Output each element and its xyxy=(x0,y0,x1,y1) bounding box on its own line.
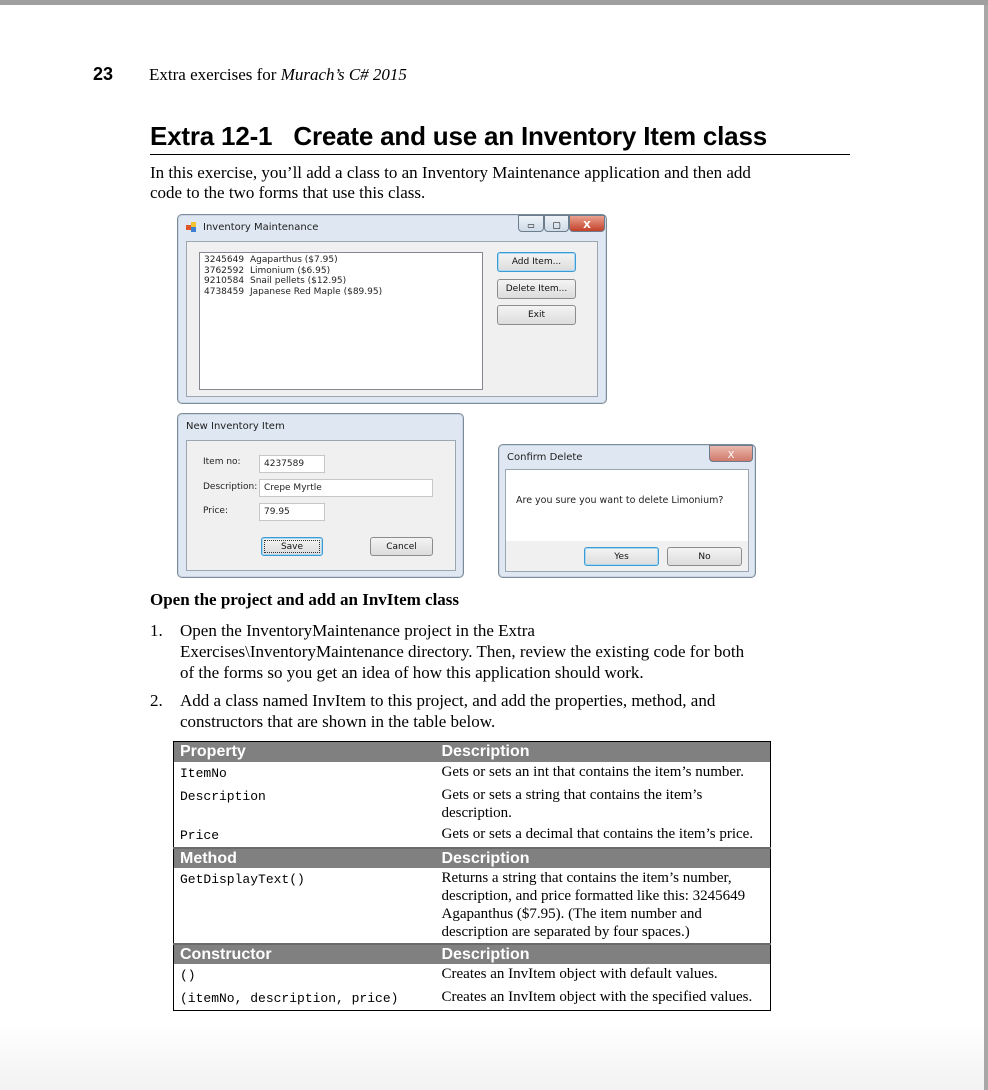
column-header: Method xyxy=(174,848,436,868)
member-name: (itemNo, description, price) xyxy=(180,990,399,1006)
yes-button[interactable]: Yes xyxy=(584,547,659,566)
member-description: Returns a string that contains the item’s number, description, and price formatted like this: 3245649 Agapanthus ($7.95). (The item number and description are separated by four spaces.) xyxy=(441,869,760,940)
column-header: Description xyxy=(436,944,771,964)
window-title: Inventory Maintenance xyxy=(203,221,319,233)
inventory-listbox[interactable] xyxy=(199,252,483,390)
window-titlebar xyxy=(178,414,463,438)
window-client-area xyxy=(186,241,598,397)
column-header: Constructor xyxy=(174,944,436,964)
item-description: Agaparthus ($7.95) xyxy=(250,255,338,265)
column-header: Description xyxy=(436,848,771,868)
new-inventory-item-window xyxy=(177,413,464,578)
app-icon xyxy=(186,222,197,233)
maximize-icon: ▢ xyxy=(552,221,561,231)
exercise-title: Extra 12-1 Create and use an Inventory Item class xyxy=(150,121,850,155)
close-icon: X xyxy=(727,450,735,461)
table-row xyxy=(174,824,771,848)
price-input[interactable]: 79.95 xyxy=(259,503,325,521)
book-title: Murach’s C# 2015 xyxy=(280,65,407,84)
table-row xyxy=(174,868,771,944)
close-button[interactable] xyxy=(569,215,605,232)
viewer-scrollbar[interactable] xyxy=(984,5,988,1090)
minimize-button[interactable] xyxy=(518,215,544,232)
list-item[interactable] xyxy=(204,287,478,298)
table-header-row xyxy=(174,848,771,868)
step-1 xyxy=(150,620,760,683)
member-description: Gets or sets a string that contains the item’s description. xyxy=(441,786,703,821)
confirm-delete-dialog xyxy=(498,444,756,578)
member-name: Price xyxy=(180,827,220,843)
item-description: Snail pellets ($12.95) xyxy=(250,276,347,286)
member-name: ItemNo xyxy=(180,765,227,781)
table-row xyxy=(174,785,771,824)
step-number: 1. xyxy=(150,621,163,640)
member-name: Description xyxy=(180,788,266,804)
minimize-icon: ▭ xyxy=(527,221,535,230)
step-2 xyxy=(150,690,760,732)
item-description: Japanese Red Maple ($89.95) xyxy=(250,286,383,297)
list-item[interactable] xyxy=(204,266,478,277)
table-header-row xyxy=(174,944,771,964)
window-client-area xyxy=(186,440,456,571)
class-members-table xyxy=(173,741,771,1011)
close-button[interactable] xyxy=(709,445,753,462)
close-icon: X xyxy=(583,220,591,231)
step-text: Add a class named InvItem to this project, and add the properties, method, and constructors that are shown in the table below. xyxy=(180,691,716,731)
delete-item-button[interactable]: Delete Item... xyxy=(497,279,576,299)
cancel-button[interactable]: Cancel xyxy=(370,537,433,556)
table-header-row xyxy=(174,742,771,762)
table-row xyxy=(174,987,771,1011)
maximize-button[interactable] xyxy=(544,215,569,232)
window-title: New Inventory Item xyxy=(186,420,285,432)
list-item[interactable] xyxy=(204,255,478,266)
member-name: GetDisplayText() xyxy=(180,871,305,887)
page-number: 23 xyxy=(93,64,114,84)
step-text: Open the InventoryMaintenance project in the Extra Exercises\InventoryMaintenance directory. Then, review the existing code for both of the forms so you get an idea of how this application should work. xyxy=(180,621,745,682)
member-description: Creates an InvItem object with the specified values. xyxy=(441,988,753,1005)
exercise-intro: In this exercise, you’ll add a class to an Inventory Maintenance application and then add code to the two forms that use this class. xyxy=(150,163,751,202)
inventory-maintenance-window xyxy=(177,214,607,404)
table-row xyxy=(174,762,771,785)
exit-button[interactable]: Exit xyxy=(497,305,576,325)
step-number: 2. xyxy=(150,691,163,710)
dialog-footer xyxy=(506,541,748,571)
column-header: Property xyxy=(174,742,436,762)
item-description: Limonium ($6.95) xyxy=(250,265,331,276)
save-button[interactable]: Save xyxy=(261,537,323,556)
column-header: Description xyxy=(436,742,771,762)
description-label: Description: xyxy=(203,482,258,492)
list-item[interactable] xyxy=(204,276,478,287)
member-name: () xyxy=(180,967,196,983)
item-number: 9210584 xyxy=(204,276,245,286)
item-number: 4738459 xyxy=(204,286,245,297)
no-button[interactable]: No xyxy=(667,547,742,566)
window-title: Confirm Delete xyxy=(507,451,583,463)
member-description: Gets or sets an int that contains the item’s number. xyxy=(441,763,744,780)
table-row xyxy=(174,964,771,987)
item-number: 3245649 xyxy=(204,255,245,265)
confirm-message: Are you sure you want to delete Limonium? xyxy=(516,495,724,506)
add-item-button[interactable]: Add Item... xyxy=(497,252,576,272)
member-description: Gets or sets a decimal that contains the item’s price. xyxy=(441,825,754,842)
item-number: 3762592 xyxy=(204,265,245,276)
item-no-label: Item no: xyxy=(203,457,241,467)
running-title: Extra exercises for xyxy=(149,65,281,84)
dialog-body xyxy=(505,469,749,572)
item-no-input[interactable]: 4237589 xyxy=(259,455,325,473)
description-input[interactable]: Crepe Myrtle xyxy=(259,479,433,497)
member-description: Creates an InvItem object with default values. xyxy=(441,965,718,982)
running-header xyxy=(93,64,407,85)
section-heading: Open the project and add an InvItem class xyxy=(150,590,460,609)
price-label: Price: xyxy=(203,506,228,516)
